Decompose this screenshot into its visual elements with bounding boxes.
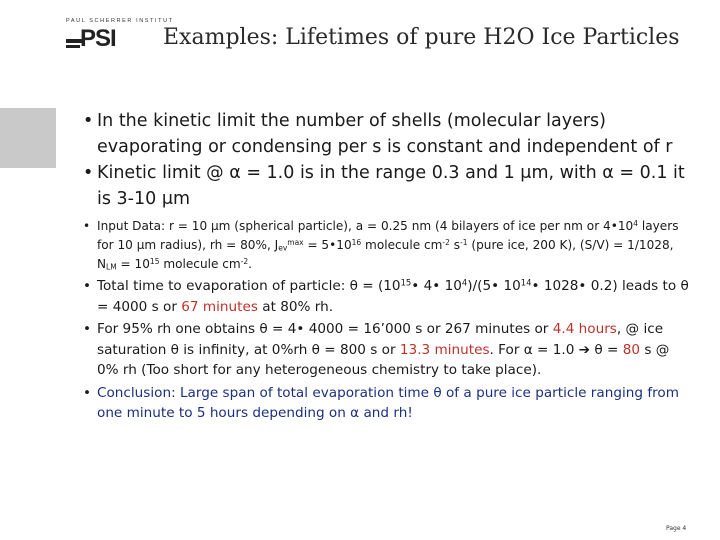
bullet-kinetic-limit <box>80 108 692 160</box>
bullet-dot: • <box>83 384 92 401</box>
highlight-value: 4.4 hours <box>552 321 617 337</box>
text-run: θ = <box>590 341 623 358</box>
text-run: . <box>248 257 253 271</box>
bullet-dot: • <box>83 111 94 131</box>
superscript: -2 <box>240 256 249 266</box>
conclusion-text: Conclusion: Large span of total evaporation time θ of a pure ice particle ranging from one minute to 5 hours depending on α and rh! <box>97 384 679 421</box>
superscript: -1 <box>460 237 468 247</box>
highlight-value: 80 <box>622 341 641 358</box>
slide-body <box>80 108 692 424</box>
text-run: , @ ice saturation θ is infinity, at 0%rh θ = 800 s or <box>97 321 664 358</box>
bullet-text: In the kinetic limit the number of shells (molecular layers) evaporating or condensing per s is constant and independent of r <box>97 111 673 157</box>
superscript: 4 <box>461 277 468 288</box>
highlight-value: 13.3 minutes <box>399 341 490 358</box>
bullet-total-time <box>80 276 692 317</box>
text-run: s @ 0% rh (Too short for any heterogeneous chemistry to take place). <box>97 341 670 378</box>
superscript: 16 <box>351 237 362 247</box>
text-run: • 1028• 0.2) leads to θ = 4000 s or <box>97 278 689 315</box>
bullet-dot: • <box>83 278 92 294</box>
text-run: = 10 <box>116 257 150 271</box>
bullet-dot: • <box>83 219 91 233</box>
text-run: s <box>449 238 461 252</box>
text-run: )/(5• 10 <box>467 278 521 294</box>
text-run: • 4• 10 <box>411 278 462 294</box>
superscript: 14 <box>520 277 532 288</box>
logo-org-text: PAUL SCHERRER INSTITUT <box>66 18 174 24</box>
highlight-value: 67 minutes <box>181 298 258 315</box>
logo-mark: PSI <box>80 25 116 52</box>
bullet-dot: • <box>83 163 94 183</box>
text-run: at 80% rh. <box>257 298 334 315</box>
logo-bar-lower <box>66 45 80 48</box>
text-run: . For α = 1.0 <box>489 341 579 358</box>
text-run: = 5•10 <box>303 238 352 252</box>
arrow-right-icon: ➔ <box>578 341 591 358</box>
bullet-kinetic-range <box>80 160 692 212</box>
text-run: molecule cm <box>361 238 443 252</box>
psi-logo <box>66 18 174 54</box>
page-number: Page 4 <box>666 525 687 532</box>
superscript: max <box>287 237 304 247</box>
subscript: LM <box>106 262 117 272</box>
superscript: 15 <box>149 256 160 266</box>
text-run: For 95% rh one obtains θ = 4• 4000 = 16’000 s or 267 minutes or <box>97 321 553 337</box>
side-accent-box <box>0 108 56 168</box>
bullet-95-rh <box>80 319 692 381</box>
bullet-input-data <box>80 217 692 274</box>
bullet-dot: • <box>83 321 92 337</box>
text-run: molecule cm <box>159 257 241 271</box>
subscript: ev <box>278 243 288 253</box>
superscript: 15 <box>400 277 412 288</box>
text-run: Input Data: r = 10 μm (spherical particle), a = 0.25 nm (4 bilayers of ice per nm or 4•10 <box>97 219 634 233</box>
text-run: (pure ice, 200 K), (S/V) = 1/1028, N <box>97 238 674 271</box>
bullet-conclusion <box>80 383 692 424</box>
slide-title: Examples: Lifetimes of pure H2O Ice Particles <box>163 25 680 50</box>
superscript: 4 <box>633 218 639 228</box>
superscript: -2 <box>442 237 450 247</box>
bullet-text: Kinetic limit @ α = 1.0 is in the range 0.3 and 1 μm, with α = 0.1 it is 3-10 μm <box>97 163 685 209</box>
text-run: layers for 10 μm radius), rh = 80%, J <box>97 219 679 252</box>
text-run: Total time to evaporation of particle: θ = (10 <box>97 278 401 294</box>
